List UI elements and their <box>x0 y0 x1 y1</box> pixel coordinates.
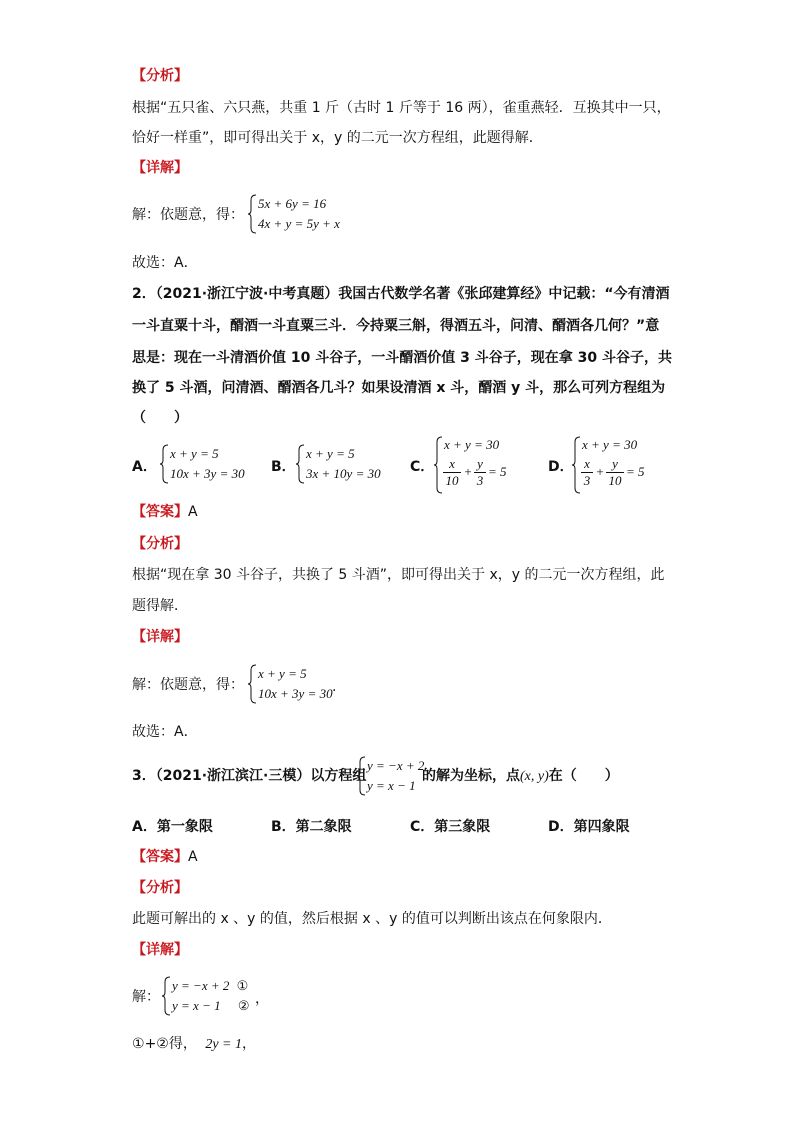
q3-stem-system <box>357 756 427 796</box>
q3-last-line-eq: 2y = 1 <box>205 1037 242 1052</box>
analysis-label: 【分析】 <box>132 536 188 552</box>
frac-denominator: 3 <box>476 473 484 488</box>
q3-option-a: A．第一象限 <box>132 819 213 835</box>
q3-stem-suffix-b: 在（ ） <box>548 768 619 784</box>
q2-option-d-frac2 <box>606 457 624 488</box>
q2-detail-prefix: 解：依题意，得： <box>132 677 244 693</box>
q3-detail-eq1-text: y = −x + 2 <box>172 978 230 993</box>
q3-last-line <box>132 1034 256 1055</box>
q2-option-d-frac1 <box>581 457 593 488</box>
q3-detail-system <box>162 976 262 1016</box>
q2-option-b-system <box>296 444 396 484</box>
q3-stem-suffix <box>422 766 619 787</box>
detail-label: 【详解】 <box>132 629 188 645</box>
frac-denominator: 3 <box>583 473 591 488</box>
circled-two-icon: ② <box>156 1036 169 1052</box>
q3-analysis: 此题可解出的 x 、y 的值，然后根据 x 、y 的值可以判断出该点在何象限内． <box>132 911 612 927</box>
brace-icon <box>296 444 306 484</box>
q3-answer-value: A <box>188 849 198 865</box>
q3-detail-suffix: ， <box>255 991 269 1007</box>
q1-eq1: 5x + 6y = 16 <box>258 196 327 211</box>
q2-option-a-label: A． <box>132 459 157 475</box>
q3-detail-eq2 <box>172 998 250 1014</box>
detail-label: 【详解】 <box>132 942 188 958</box>
q3-last-line-text: 得， <box>168 1036 197 1052</box>
q2-option-b-eq2: 3x + 10y = 30 <box>306 466 381 481</box>
q2-option-c-label: C． <box>410 459 435 475</box>
q2-option-c-rhs: = 5 <box>488 464 507 479</box>
q3-detail-eq2-text: y = x − 1 <box>172 998 221 1013</box>
q2-stem-line1: 2．（2021·浙江宁波·中考真题）我国古代数学名著《张邱建算经》中记载：“今有清酒 <box>132 286 670 302</box>
frac-denominator: 10 <box>445 473 459 488</box>
q2-option-a-eq2: 10x + 3y = 30 <box>170 466 245 481</box>
plus-sign: + <box>144 1036 157 1052</box>
analysis-label: 【分析】 <box>132 68 188 84</box>
q3-last-line-end: ， <box>241 1036 256 1052</box>
q3-answer-row <box>132 847 198 867</box>
q1-equation-system <box>248 194 358 234</box>
frac-denominator: 10 <box>608 473 622 488</box>
q2-option-c-frac1 <box>443 457 461 488</box>
frac-numerator: x <box>584 456 590 471</box>
q2-analysis-line1: 根据“现在拿 30 斗谷子，共换了 5 斗酒”，即可得出关于 x，y 的二元一次方程组，此 <box>132 567 665 583</box>
q2-answer-row <box>132 502 198 522</box>
q1-eq2: 4x + y = 5y + x <box>258 216 340 231</box>
q2-option-d-eq1: x + y = 30 <box>582 437 638 452</box>
q3-option-c: C．第三象限 <box>410 819 491 835</box>
frac-numerator: y <box>477 456 483 471</box>
frac-numerator: x <box>449 456 455 471</box>
q2-option-d-rhs: = 5 <box>626 464 645 479</box>
plus-sign: + <box>464 464 472 479</box>
q3-stem-suffix-a: 的解为坐标，点 <box>422 768 520 784</box>
q2-answer-paren: （ ） <box>132 410 188 426</box>
q3-point: (x, y) <box>520 769 549 784</box>
q2-option-a-system <box>160 444 260 484</box>
circled-one-icon: ① <box>236 978 249 993</box>
q2-detail-eq1: x + y = 5 <box>258 666 307 681</box>
q2-stem-line3: 思是：现在一斗清酒价值 10 斗谷子，一斗醑酒价值 3 斗谷子，现在拿 30 斗谷子，共 <box>132 350 672 366</box>
brace-icon <box>248 664 258 704</box>
q3-stem-eq2: y = x − 1 <box>367 778 416 793</box>
q2-option-b-eq1: x + y = 5 <box>306 446 355 461</box>
q2-option-d-system <box>572 436 662 494</box>
analysis-label: 【分析】 <box>132 880 188 896</box>
q1-choice: 故选：A． <box>132 255 198 271</box>
brace-icon <box>248 194 258 234</box>
circled-one-icon: ① <box>132 1036 145 1052</box>
q2-option-d-label: D． <box>548 459 574 475</box>
detail-label: 【详解】 <box>132 160 188 176</box>
q3-stem-prefix: 3．（2021·浙江滨江·三模）以方程组 <box>132 768 367 784</box>
q1-analysis-line1: 根据“五只雀、六只燕，共重 1 斤（古时 1 斤等于 16 两），雀重燕轻．互换其中一只， <box>132 100 671 116</box>
q2-stem-line4: 换了 5 斗酒，问清酒、醑酒各几斗？如果设清酒 x 斗，醑酒 y 斗，那么可列方程组为 <box>132 380 666 396</box>
q2-choice: 故选：A． <box>132 724 198 740</box>
q1-detail-prefix: 解：依题意，得： <box>132 207 244 223</box>
q2-answer-value: A <box>188 504 198 520</box>
q2-detail-suffix: . <box>332 679 337 695</box>
q2-option-c-system <box>434 436 524 494</box>
circled-two-icon: ② <box>237 998 250 1013</box>
brace-icon <box>357 756 367 796</box>
q3-detail-eq1 <box>172 978 248 994</box>
q2-stem-line2: 一斗直粟十斗，醑酒一斗直粟三斗．今持粟三斛，得酒五斗，问清、醑酒各几何？”意 <box>132 318 660 334</box>
q3-detail-prefix: 解： <box>132 989 160 1005</box>
brace-icon <box>162 976 172 1016</box>
q2-option-c-eq1: x + y = 30 <box>444 437 500 452</box>
q2-detail-eq2: 10x + 3y = 30 <box>258 686 333 701</box>
frac-numerator: y <box>612 456 618 471</box>
answer-label: 【答案】 <box>132 504 188 520</box>
q3-option-b: B．第二象限 <box>271 819 352 835</box>
brace-icon <box>160 444 170 484</box>
answer-label: 【答案】 <box>132 849 188 865</box>
q2-analysis-line2: 题得解． <box>132 598 188 614</box>
q1-analysis-line2: 恰好一样重”，即可得出关于 x，y 的二元一次方程组，此题得解． <box>132 130 543 146</box>
q2-option-b-label: B． <box>271 459 296 475</box>
q2-option-c-frac2 <box>474 457 486 488</box>
q3-stem-eq1: y = −x + 2 <box>367 758 425 773</box>
plus-sign: + <box>596 464 604 479</box>
q3-option-d: D．第四象限 <box>548 819 630 835</box>
q2-option-a-eq1: x + y = 5 <box>170 446 219 461</box>
